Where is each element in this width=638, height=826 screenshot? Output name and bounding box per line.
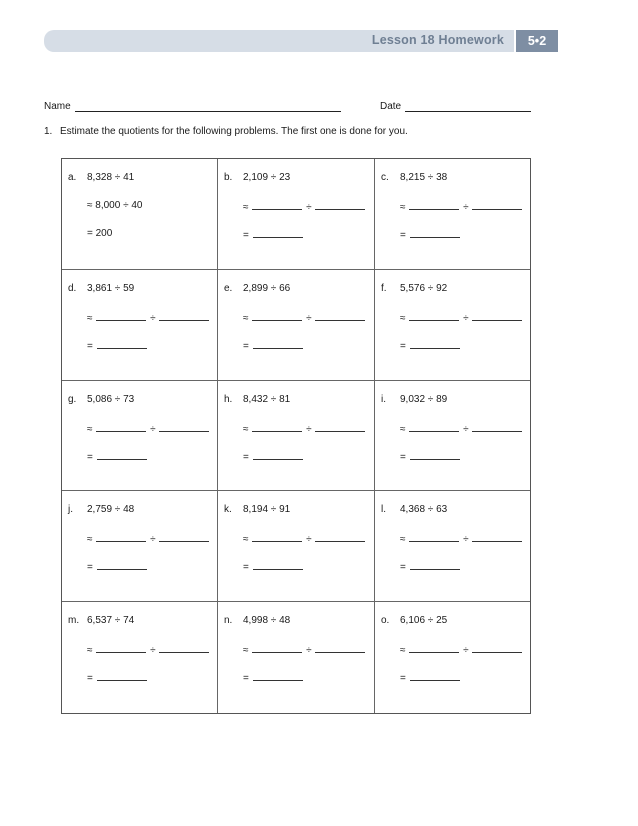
dividend-blank[interactable] (252, 532, 302, 542)
date-field (380, 101, 531, 112)
problem-expression: 2,899 ÷ 66 (243, 282, 291, 294)
divide-symbol: ÷ (150, 312, 156, 324)
dividend-blank[interactable] (252, 643, 302, 653)
dividend-blank[interactable] (409, 643, 459, 653)
answer-blank-row (243, 228, 304, 241)
problem-statement (224, 615, 290, 626)
instruction (44, 126, 408, 137)
dividend-blank[interactable] (252, 200, 302, 210)
divide-symbol: ÷ (463, 534, 469, 546)
problem-statement (68, 394, 134, 405)
answer-blank-row (400, 228, 461, 241)
date-label: Date (380, 101, 402, 112)
problem-expression: 5,576 ÷ 92 (400, 282, 448, 294)
problem-statement (381, 172, 447, 183)
answer-blank-row (87, 560, 148, 573)
problem-cell (62, 159, 218, 270)
estimate-blanks (243, 422, 366, 435)
dividend-blank[interactable] (252, 422, 302, 432)
problem-letter: h. (224, 393, 233, 405)
answer-blank-row (243, 450, 304, 463)
problem-cell (375, 159, 530, 270)
equals-symbol: = (400, 230, 406, 241)
problem-expression: 8,432 ÷ 81 (243, 393, 291, 405)
quotient-blank[interactable] (410, 450, 460, 460)
divide-symbol: ÷ (306, 312, 312, 324)
divisor-blank[interactable] (315, 311, 365, 321)
problem-cell (375, 602, 530, 713)
equals-symbol: = (400, 340, 406, 352)
quotient-blank[interactable] (410, 671, 460, 681)
divide-symbol: ÷ (150, 534, 156, 546)
divisor-blank[interactable] (472, 532, 522, 542)
dividend-blank[interactable] (96, 643, 146, 653)
header-bar (44, 30, 514, 52)
problem-expression: 8,328 ÷ 41 (87, 172, 135, 183)
quotient-blank[interactable] (253, 560, 303, 570)
approx-symbol: ≈ (400, 645, 406, 657)
dividend-blank[interactable] (409, 532, 459, 542)
estimate-blanks (400, 200, 523, 213)
approx-symbol: ≈ (243, 534, 249, 546)
quotient-blank[interactable] (97, 671, 147, 681)
problem-letter: e. (224, 282, 233, 294)
equals-symbol: = (87, 340, 93, 352)
dividend-blank[interactable] (96, 422, 146, 432)
quotient-blank[interactable] (253, 450, 303, 460)
equals-symbol: = (243, 673, 249, 685)
answer-blank-row (87, 671, 148, 684)
equals-symbol: = (243, 451, 249, 463)
equals-symbol: = (400, 673, 406, 685)
answer-blank-row (87, 339, 148, 352)
approx-symbol: ≈ (400, 202, 406, 213)
problem-letter: n. (224, 615, 233, 627)
divide-symbol: ÷ (306, 534, 312, 546)
approx-symbol: ≈ (243, 423, 249, 435)
problem-letter: k. (224, 504, 232, 516)
answer-blank-row (243, 560, 304, 573)
divide-symbol: ÷ (306, 423, 312, 435)
problem-statement (68, 615, 134, 626)
dividend-blank[interactable] (409, 422, 459, 432)
instruction-number: 1. (44, 126, 53, 137)
estimate-blanks (243, 643, 366, 656)
worked-estimate: ≈ 8,000 ÷ 40 (87, 200, 143, 211)
dividend-blank[interactable] (252, 311, 302, 321)
quotient-blank[interactable] (97, 560, 147, 570)
answer-blank-row (400, 450, 461, 463)
problem-letter: d. (68, 282, 77, 294)
name-input-line[interactable] (75, 101, 341, 112)
answer-blank-row (243, 339, 304, 352)
estimate-blanks (87, 311, 210, 324)
problem-statement (68, 283, 134, 294)
problem-cell (62, 491, 218, 602)
estimate-blanks (400, 311, 523, 324)
divide-symbol: ÷ (306, 202, 312, 213)
approx-symbol: ≈ (400, 534, 406, 546)
problem-statement (68, 172, 134, 183)
problem-statement (224, 504, 290, 515)
problem-cell (375, 270, 530, 381)
estimate-blanks (400, 422, 523, 435)
problem-letter: f. (381, 282, 387, 294)
problem-statement (381, 283, 447, 294)
quotient-blank[interactable] (410, 228, 460, 238)
problem-letter: g. (68, 393, 77, 405)
module-badge: 5•2 (516, 30, 558, 52)
approx-symbol: ≈ (87, 423, 93, 435)
approx-symbol: ≈ (87, 312, 93, 324)
estimate-blanks (243, 311, 366, 324)
problem-cell (62, 381, 218, 492)
divisor-blank[interactable] (159, 643, 209, 653)
estimate-blanks (87, 532, 210, 545)
divisor-blank[interactable] (472, 200, 522, 210)
divisor-blank[interactable] (472, 643, 522, 653)
problem-letter: a. (68, 172, 77, 183)
answer-blank-row (400, 671, 461, 684)
problem-letter: m. (68, 615, 80, 627)
equals-symbol: = (87, 562, 93, 574)
answer-blank-row (243, 671, 304, 684)
problem-statement (224, 172, 290, 183)
equals-symbol: = (400, 451, 406, 463)
name-field (44, 101, 341, 112)
problem-expression: 2,759 ÷ 48 (87, 504, 135, 516)
problem-letter: b. (224, 172, 233, 183)
problem-cell (375, 381, 530, 492)
approx-symbol: ≈ (87, 534, 93, 546)
problem-cell (218, 270, 375, 381)
divide-symbol: ÷ (150, 423, 156, 435)
divide-symbol: ÷ (463, 202, 469, 213)
problem-statement (381, 615, 447, 626)
problem-expression: 2,109 ÷ 23 (243, 172, 291, 183)
divide-symbol: ÷ (306, 645, 312, 657)
problem-statement (381, 394, 447, 405)
divide-symbol: ÷ (463, 312, 469, 324)
equals-symbol: = (87, 451, 93, 463)
problem-statement (224, 394, 290, 405)
estimate-blanks (243, 200, 366, 213)
estimate-blanks (400, 643, 523, 656)
divisor-blank[interactable] (315, 422, 365, 432)
problem-expression: 4,998 ÷ 48 (243, 615, 291, 627)
problem-cell (218, 159, 375, 270)
problem-letter: i. (381, 393, 386, 405)
worked-answer: = 200 (87, 228, 113, 239)
quotient-blank[interactable] (410, 560, 460, 570)
quotient-blank[interactable] (253, 339, 303, 349)
divisor-blank[interactable] (159, 422, 209, 432)
problem-expression: 9,032 ÷ 89 (400, 393, 448, 405)
equals-symbol: = (243, 340, 249, 352)
quotient-blank[interactable] (253, 228, 303, 238)
dividend-blank[interactable] (409, 200, 459, 210)
problem-cell (62, 602, 218, 713)
problem-letter: c. (381, 172, 389, 183)
quotient-blank[interactable] (410, 339, 460, 349)
problem-letter: o. (381, 615, 390, 627)
answer-blank-row (400, 339, 461, 352)
problem-cell (62, 270, 218, 381)
divisor-blank[interactable] (472, 311, 522, 321)
divisor-blank[interactable] (159, 532, 209, 542)
problem-expression: 8,215 ÷ 38 (400, 172, 448, 183)
divisor-blank[interactable] (472, 422, 522, 432)
dividend-blank[interactable] (96, 532, 146, 542)
problem-cell (218, 381, 375, 492)
equals-symbol: = (243, 562, 249, 574)
problem-letter: j. (68, 504, 73, 516)
problem-expression: 6,106 ÷ 25 (400, 615, 448, 627)
approx-symbol: ≈ (400, 423, 406, 435)
problem-grid (61, 158, 531, 714)
equals-symbol: = (87, 673, 93, 685)
instruction-text: Estimate the quotients for the following problems. The first one is done for you. (60, 126, 408, 137)
problem-letter: l. (381, 504, 386, 516)
answer-blank-row (87, 450, 148, 463)
problem-cell (375, 491, 530, 602)
problem-expression: 5,086 ÷ 73 (87, 393, 135, 405)
divisor-blank[interactable] (315, 532, 365, 542)
dividend-blank[interactable] (96, 311, 146, 321)
divisor-blank[interactable] (159, 311, 209, 321)
equals-symbol: = (400, 562, 406, 574)
problem-expression: 3,861 ÷ 59 (87, 282, 135, 294)
date-input-line[interactable] (405, 101, 531, 112)
problem-expression: 4,368 ÷ 63 (400, 504, 448, 516)
lesson-title: Lesson 18 Homework (371, 33, 504, 47)
divide-symbol: ÷ (463, 423, 469, 435)
approx-symbol: ≈ (243, 645, 249, 657)
approx-symbol: ≈ (243, 312, 249, 324)
answer-blank-row (400, 560, 461, 573)
problem-expression: 8,194 ÷ 91 (243, 504, 291, 516)
approx-symbol: ≈ (87, 645, 93, 657)
problem-statement (224, 283, 290, 294)
problem-statement (68, 504, 134, 515)
problem-expression: 6,537 ÷ 74 (87, 615, 135, 627)
quotient-blank[interactable] (97, 450, 147, 460)
estimate-blanks (87, 643, 210, 656)
quotient-blank[interactable] (97, 339, 147, 349)
divide-symbol: ÷ (463, 645, 469, 657)
dividend-blank[interactable] (409, 311, 459, 321)
problem-cell (218, 491, 375, 602)
approx-symbol: ≈ (400, 312, 406, 324)
divisor-blank[interactable] (315, 643, 365, 653)
equals-symbol: = (243, 230, 249, 241)
divisor-blank[interactable] (315, 200, 365, 210)
name-label: Name (44, 101, 71, 112)
estimate-blanks (400, 532, 523, 545)
estimate-blanks (87, 422, 210, 435)
approx-symbol: ≈ (243, 202, 249, 213)
estimate-blanks (243, 532, 366, 545)
divide-symbol: ÷ (150, 645, 156, 657)
quotient-blank[interactable] (253, 671, 303, 681)
problem-statement (381, 504, 447, 515)
problem-cell (218, 602, 375, 713)
